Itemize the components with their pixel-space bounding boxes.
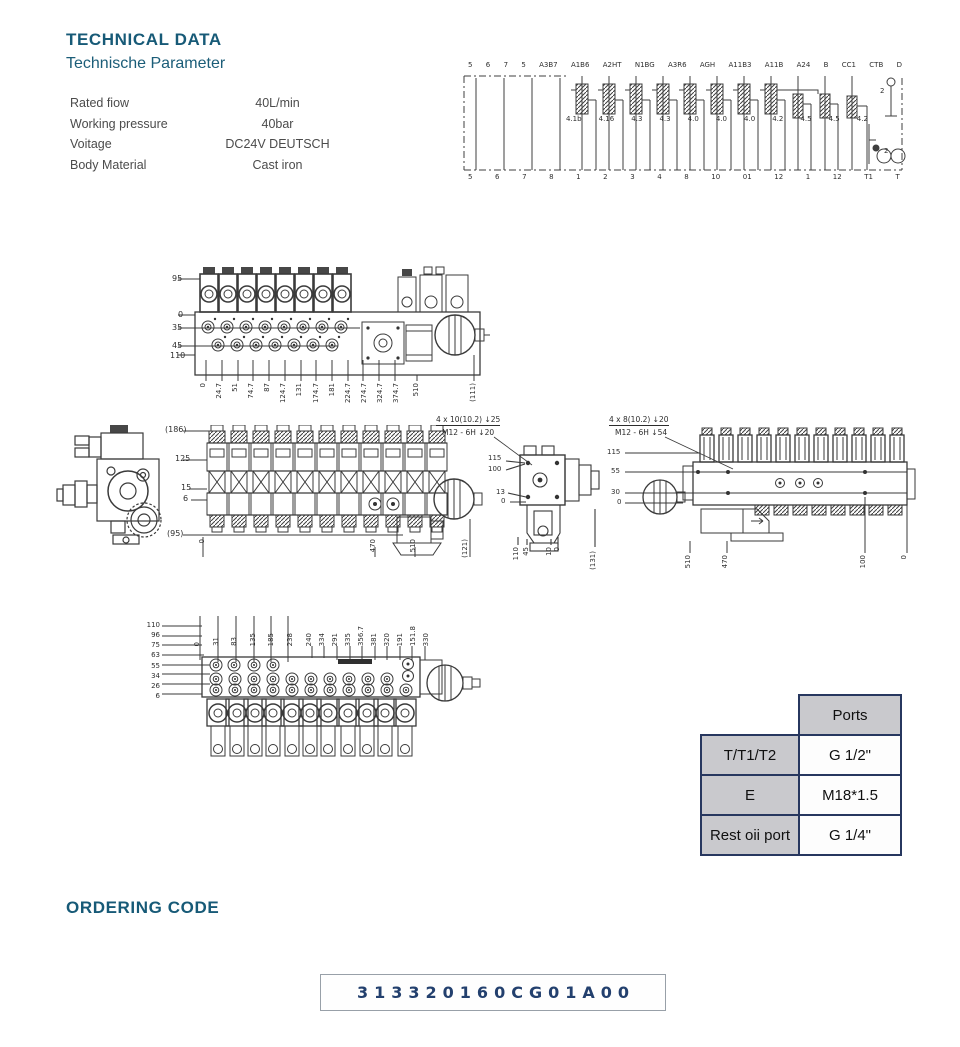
side-view-drawing bbox=[55, 423, 165, 563]
spec-value: 40bar bbox=[261, 116, 294, 131]
valve-setting-value: 4.0 bbox=[715, 115, 727, 123]
table-row bbox=[701, 735, 901, 775]
table-row bbox=[701, 815, 901, 855]
side-view-art bbox=[55, 423, 165, 563]
thread-note-line2: M12 - 6H ↓20 bbox=[442, 428, 495, 437]
top-view-drawing bbox=[170, 265, 490, 425]
dim-label: 83 bbox=[230, 637, 239, 646]
dim-label: 35 bbox=[172, 323, 183, 332]
dim-label: 510 bbox=[409, 539, 417, 553]
schematic-section-number: 1 bbox=[805, 173, 811, 181]
schematic-section-number: 3 bbox=[630, 173, 635, 181]
dim-label: 34 bbox=[151, 671, 160, 680]
dim-label: 115 bbox=[488, 454, 502, 462]
dim-label: 0 bbox=[198, 539, 206, 544]
ordering-code-title: ORDERING CODE bbox=[66, 898, 220, 917]
schematic-section-number: 1 bbox=[576, 173, 581, 181]
schematic-section-number: 8 bbox=[684, 173, 689, 181]
dim-label: 374.7 bbox=[391, 383, 400, 404]
table-row bbox=[701, 775, 901, 815]
spec-label: Voitage bbox=[70, 137, 112, 152]
schematic-port-label: A1B6 bbox=[570, 61, 590, 69]
dim-label: 30 bbox=[611, 488, 620, 496]
valve-setting-value: 4.2 bbox=[856, 115, 868, 123]
schematic-section-number: T bbox=[895, 173, 900, 181]
schematic-port-label: A3B7 bbox=[539, 61, 558, 69]
schematic-top-labels bbox=[468, 62, 902, 69]
dim-label: 470 bbox=[369, 539, 377, 553]
dim-label: 45 bbox=[522, 547, 530, 556]
ordering-code: 313320160CG01A00 bbox=[357, 983, 635, 1002]
schematic-port-label: A3R6 bbox=[667, 61, 687, 69]
dim-label: 110 bbox=[512, 547, 520, 561]
ports-table bbox=[700, 694, 902, 856]
valve-setting-value: 4.3 bbox=[631, 115, 643, 123]
schematic-port-label: D bbox=[896, 61, 902, 69]
thread-note-line1: 4 x 10(10.2) ↓25 bbox=[436, 415, 501, 424]
dim-label: 274.7 bbox=[359, 383, 368, 404]
dim-label: 191 bbox=[396, 632, 404, 646]
end-view-art bbox=[430, 413, 620, 603]
spec-value: DC24V DEUTSCH bbox=[225, 137, 330, 152]
spec-label: Body Material bbox=[70, 157, 147, 172]
ports-table-spacer bbox=[701, 695, 799, 735]
dim-label: 470 bbox=[721, 555, 729, 569]
schematic-section-number: 5 bbox=[468, 173, 473, 181]
dim-label: (186) bbox=[165, 425, 187, 434]
schematic-port-label: 5 bbox=[521, 61, 526, 69]
schematic-port-label: 7 bbox=[503, 61, 509, 69]
dim-label: 31 bbox=[211, 637, 220, 646]
spec-row-body-material bbox=[70, 158, 350, 174]
dim-label: 135 bbox=[248, 632, 257, 646]
dim-label: 330 bbox=[422, 632, 430, 646]
spec-label: Rated fiow bbox=[70, 96, 130, 110]
port-size-cell: M18*1.5 bbox=[799, 775, 901, 815]
dim-label: 55 bbox=[611, 467, 620, 475]
bottom-view-top-dims-b bbox=[306, 604, 430, 646]
bottom-view-left-dims bbox=[140, 622, 160, 700]
dim-label: 320 bbox=[383, 632, 391, 646]
thread-note-line2: M12 - 6H ↓54 bbox=[615, 428, 668, 437]
spec-row-voltage bbox=[70, 137, 350, 153]
valve-setting-value: 4.5 bbox=[800, 115, 812, 123]
dim-label: 124.7 bbox=[279, 383, 288, 404]
schematic-port-label: A2HT bbox=[602, 61, 622, 69]
top-view-bottom-dims bbox=[200, 383, 400, 403]
schematic-section-number: 7 bbox=[522, 173, 527, 181]
bottom-view-drawing bbox=[140, 602, 495, 772]
dim-label: 10 bbox=[545, 547, 553, 556]
port-name-cell: E bbox=[701, 775, 799, 815]
spec-list bbox=[70, 96, 350, 179]
dim-label: 224.7 bbox=[343, 383, 352, 404]
schematic-port-label: 5 bbox=[468, 61, 473, 69]
dim-label: 291 bbox=[331, 632, 339, 646]
schematic-port-label: 6 bbox=[485, 61, 491, 69]
valve-setting-value: 4.2 bbox=[772, 115, 784, 123]
dim-label: (111) bbox=[469, 383, 477, 402]
dim-label: 63 bbox=[151, 651, 160, 660]
dim-label: 45 bbox=[172, 341, 183, 350]
valve-setting-value: 4.16 bbox=[598, 115, 615, 123]
dim-label: 240 bbox=[305, 632, 313, 646]
dim-label: 26 bbox=[151, 681, 160, 690]
schematic-section-number: 2 bbox=[603, 173, 608, 181]
dim-label: 51 bbox=[231, 383, 240, 392]
dim-label: (95) bbox=[167, 529, 184, 538]
dim-label: 151.8 bbox=[409, 625, 417, 646]
rear-view-art bbox=[605, 413, 940, 603]
dim-label: 2 bbox=[880, 87, 885, 95]
valve-setting-value: 4.0 bbox=[744, 115, 756, 123]
dim-label: 356.7 bbox=[357, 625, 365, 646]
dim-label: 0 bbox=[199, 383, 207, 388]
dim-label: 510 bbox=[684, 555, 692, 569]
rear-view-drawing bbox=[605, 413, 940, 603]
dim-label: 75 bbox=[151, 641, 160, 650]
dim-label: 110 bbox=[146, 621, 160, 629]
dim-label: 334 bbox=[318, 632, 326, 646]
schematic-section-number: T1 bbox=[864, 173, 873, 181]
dim-label: 131 bbox=[295, 383, 304, 397]
dim-label: 181 bbox=[327, 383, 336, 397]
dim-label: (131) bbox=[589, 551, 597, 570]
dim-label: 55 bbox=[151, 661, 160, 670]
dim-label: 100 bbox=[859, 555, 867, 569]
schematic-port-label: B bbox=[823, 61, 829, 69]
valve-setting-value: 4.3 bbox=[659, 115, 671, 123]
spec-value: Cast iron bbox=[252, 157, 303, 172]
schematic-port-label: CC1 bbox=[841, 61, 856, 69]
schematic-section-number: 4 bbox=[657, 173, 662, 181]
dim-label: 95 bbox=[172, 274, 183, 283]
valve-setting-value: 4.1b bbox=[566, 115, 582, 123]
hydraulic-schematic bbox=[460, 60, 908, 190]
schematic-bottom-labels bbox=[468, 174, 900, 181]
spec-row-working-pressure bbox=[70, 117, 350, 133]
schematic-section-number: 12 bbox=[832, 173, 842, 181]
dim-label: 335 bbox=[344, 632, 352, 646]
schematic-section-number: 01 bbox=[742, 173, 752, 181]
bottom-view-top-dims-a bbox=[194, 604, 294, 646]
ordering-code-box bbox=[320, 974, 666, 1011]
dim-label: 0 bbox=[617, 498, 622, 506]
dim-label: 6 bbox=[183, 494, 189, 503]
page-subtitle: Technische Parameter bbox=[66, 55, 226, 72]
dim-label: 324.7 bbox=[375, 383, 384, 404]
dim-label: 15 bbox=[181, 483, 192, 492]
ports-header-cell: Ports bbox=[799, 695, 901, 735]
page-title: TECHNICAL DATA bbox=[66, 30, 222, 49]
schematic-port-label: CTB bbox=[869, 61, 884, 69]
dim-label: 24.7 bbox=[215, 383, 224, 399]
port-size-cell: G 1/2" bbox=[799, 735, 901, 775]
dim-label: 6 bbox=[155, 691, 160, 700]
dim-label: 238 bbox=[285, 632, 294, 646]
port-size-cell: G 1/4" bbox=[799, 815, 901, 855]
schematic-art bbox=[460, 60, 908, 190]
dim-label: 185 bbox=[267, 632, 276, 646]
valve-setting-value: 4.0 bbox=[687, 115, 699, 123]
schematic-section-number: 12 bbox=[774, 173, 784, 181]
dim-label: 74.7 bbox=[247, 383, 256, 399]
dim-label: 96 bbox=[151, 631, 160, 640]
dim-label: 0 bbox=[178, 310, 184, 319]
dim-label: 110 bbox=[170, 351, 186, 360]
schematic-port-label: A11B bbox=[764, 61, 784, 69]
schematic-port-label: N1BG bbox=[634, 61, 655, 69]
dim-label: 87 bbox=[263, 383, 272, 392]
dim-label: 115 bbox=[607, 448, 621, 456]
schematic-section-number: 8 bbox=[549, 173, 554, 181]
dim-label: 0 bbox=[553, 547, 561, 552]
spec-row-rated-flow bbox=[70, 96, 350, 112]
valve-setting-value: 4.5 bbox=[828, 115, 840, 123]
dim-label: 0 bbox=[900, 555, 908, 560]
schematic-section-number: 6 bbox=[495, 173, 500, 181]
schematic-port-label: AGH bbox=[699, 61, 716, 69]
schematic-port-label: A24 bbox=[796, 61, 811, 69]
dim-label: 174.7 bbox=[311, 383, 320, 404]
dim-label: 0 bbox=[501, 497, 506, 505]
dim-label: 100 bbox=[488, 465, 502, 473]
port-name-cell: T/T1/T2 bbox=[701, 735, 799, 775]
dim-label: (121) bbox=[461, 539, 469, 558]
end-view-drawing bbox=[430, 413, 620, 603]
dim-label: 510 bbox=[412, 383, 420, 397]
port-name-cell: Rest oii port bbox=[701, 815, 799, 855]
dim-label: 381 bbox=[370, 632, 378, 646]
dim-label: 13 bbox=[496, 488, 505, 496]
spec-value: 40L/min bbox=[255, 96, 300, 110]
schematic-valve-values bbox=[566, 116, 868, 123]
dim-label: 2 bbox=[884, 147, 889, 155]
thread-note-line1: 4 x 8(10.2) ↓20 bbox=[609, 415, 669, 424]
dim-label: 125 bbox=[175, 454, 191, 463]
schematic-section-number: 10 bbox=[711, 173, 721, 181]
schematic-port-label: A11B3 bbox=[728, 61, 752, 69]
spec-label: Working pressure bbox=[70, 116, 168, 131]
dim-label: 0 bbox=[193, 641, 201, 646]
